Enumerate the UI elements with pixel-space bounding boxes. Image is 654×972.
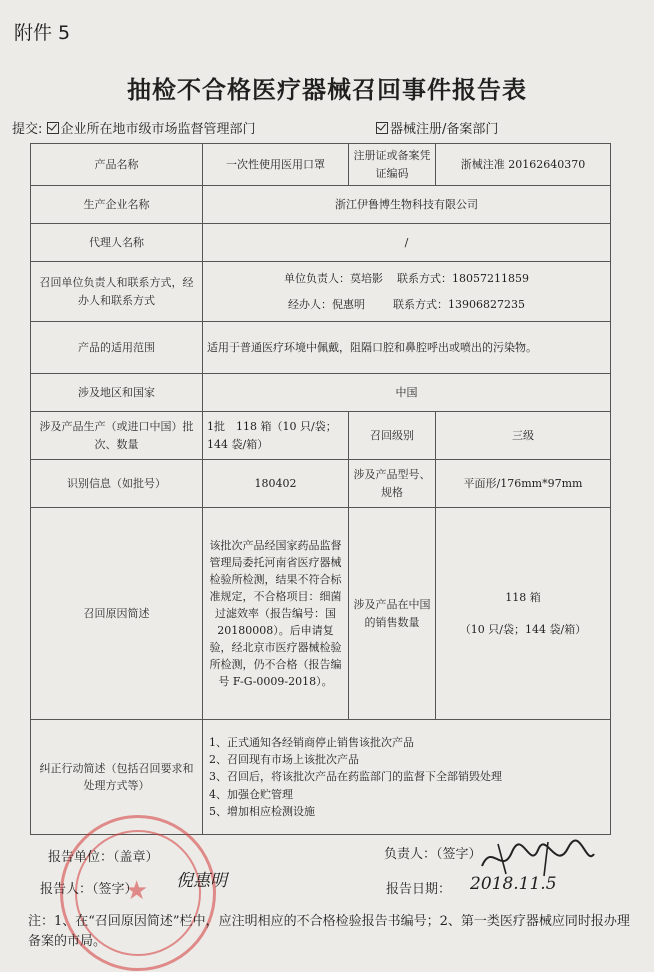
reporter-signature: 倪惠明 [176,871,227,891]
contact-label: 召回单位负责人和联系方式，经办人和联系方式 [31,262,203,322]
responsible-sign-label: 负责人：（签字） [384,847,482,862]
attachment-label: 附件 5 [14,22,71,44]
recall-report-table [30,143,611,835]
checkbox-checked-icon[interactable] [47,122,59,134]
model-value: 平面形/176mm*97mm [436,460,611,508]
registration-label: 注册证或备案凭证编码 [349,144,436,186]
handler-phone: 13906827235 [448,297,525,311]
submit-option-city-market: 企业所在地市级市场监督管理部门 [60,122,256,137]
reporter-sign-label: 报告人：（签字） [40,882,138,897]
sales-label: 涉及产品在中国的销售数量 [349,508,436,720]
model-label: 涉及产品型号、规格 [349,460,436,508]
row-region [31,374,611,412]
row-identification [31,460,611,508]
row-contact [31,262,611,322]
manufacturer-label: 生产企业名称 [31,186,203,224]
region-value: 中国 [203,374,611,412]
agent-value: / [203,224,611,262]
action-item: 3、召回后，将该批次产品在药监部门的监督下全部销毁处理 [209,770,502,784]
action-item: 5、增加相应检测设施 [209,804,315,818]
region-label: 涉及地区和国家 [31,374,203,412]
action-item: 4、加强仓贮管理 [209,787,293,801]
action-item: 2、召回现有市场上该批次产品 [209,753,359,767]
scope-label: 产品的适用范围 [31,322,203,374]
submit-to-registration [376,118,498,137]
row-batch [31,412,611,460]
row-agent [31,224,611,262]
reason-label: 召回原因简述 [31,508,203,720]
responsible-phone-label: 联系方式： [397,272,452,286]
seal-star-icon: ★ [125,876,149,906]
actions-label: 纠正行动简述（包括召回要求和处理方式等） [31,720,203,835]
contact-value [203,262,611,322]
report-date-value: 2018.11.5 [470,874,557,894]
responsible-label: 单位负责人： [284,272,350,286]
handler-name: 倪惠明 [332,297,366,311]
agent-label: 代理人名称 [31,224,203,262]
row-manufacturer [31,186,611,224]
product-name-value: 一次性使用医用口罩 [203,144,349,186]
action-item: 1、正式通知各经销商停止销售该批次产品 [209,736,414,750]
batch-label: 涉及产品生产（或进口中国）批次、数量 [31,412,203,460]
recall-level-value: 三级 [436,412,611,460]
manufacturer-value: 浙江伊鲁博生物科技有限公司 [203,186,611,224]
checkbox-checked-icon[interactable] [376,122,388,134]
submit-prefix: 提交: [12,122,43,137]
scope-value: 适用于普通医疗环境中佩戴，阻隔口腔和鼻腔呼出或喷出的污染物。 [203,322,611,374]
row-reason [31,508,611,720]
actions-value [203,720,611,835]
page-title: 抽检不合格医疗器械召回事件报告表 [127,76,527,104]
row-scope [31,322,611,374]
reason-value: 该批次产品经国家药品监督管理局委托河南省医疗器械检验所检测，结果不符合标准规定，不合格项目：细菌过滤效率（报告编号：国 20180008）。后申请复验，经北京市医疗器械检验所检测，仍不合格（报告编号 F-G-0009-2018）。 [203,508,349,720]
handler-phone-label: 联系方式： [393,297,448,311]
sales-unit: （10 只/袋；144 袋/箱） [459,622,587,636]
registration-value: 浙械注准 20162640370 [436,144,611,186]
id-value: 180402 [203,460,349,508]
submit-option-registration: 器械注册/备案部门 [390,122,499,137]
sales-value [436,508,611,720]
responsible-phone: 18057211859 [452,272,529,286]
handler-label: 经办人： [288,297,333,311]
report-date-label: 报告日期： [386,882,452,897]
product-name-label: 产品名称 [31,144,203,186]
recall-level-label: 召回级别 [349,412,436,460]
responsible-name: 莫培影 [350,272,383,286]
id-label: 识别信息（如批号） [31,460,203,508]
row-product-name [31,144,611,186]
sales-quantity: 118 箱 [505,591,541,605]
submit-to-line [12,118,256,137]
report-unit-label: 报告单位：（盖章） [48,850,159,865]
footnote: 注：1、在“召回原因简述”栏中，应注明相应的不合格检验报告书编号；2、第一类医疗器械应同时报办理备案的市局。 [28,914,630,949]
batch-value: 1批 118 箱（10 只/袋；144 袋/箱） [203,412,349,460]
